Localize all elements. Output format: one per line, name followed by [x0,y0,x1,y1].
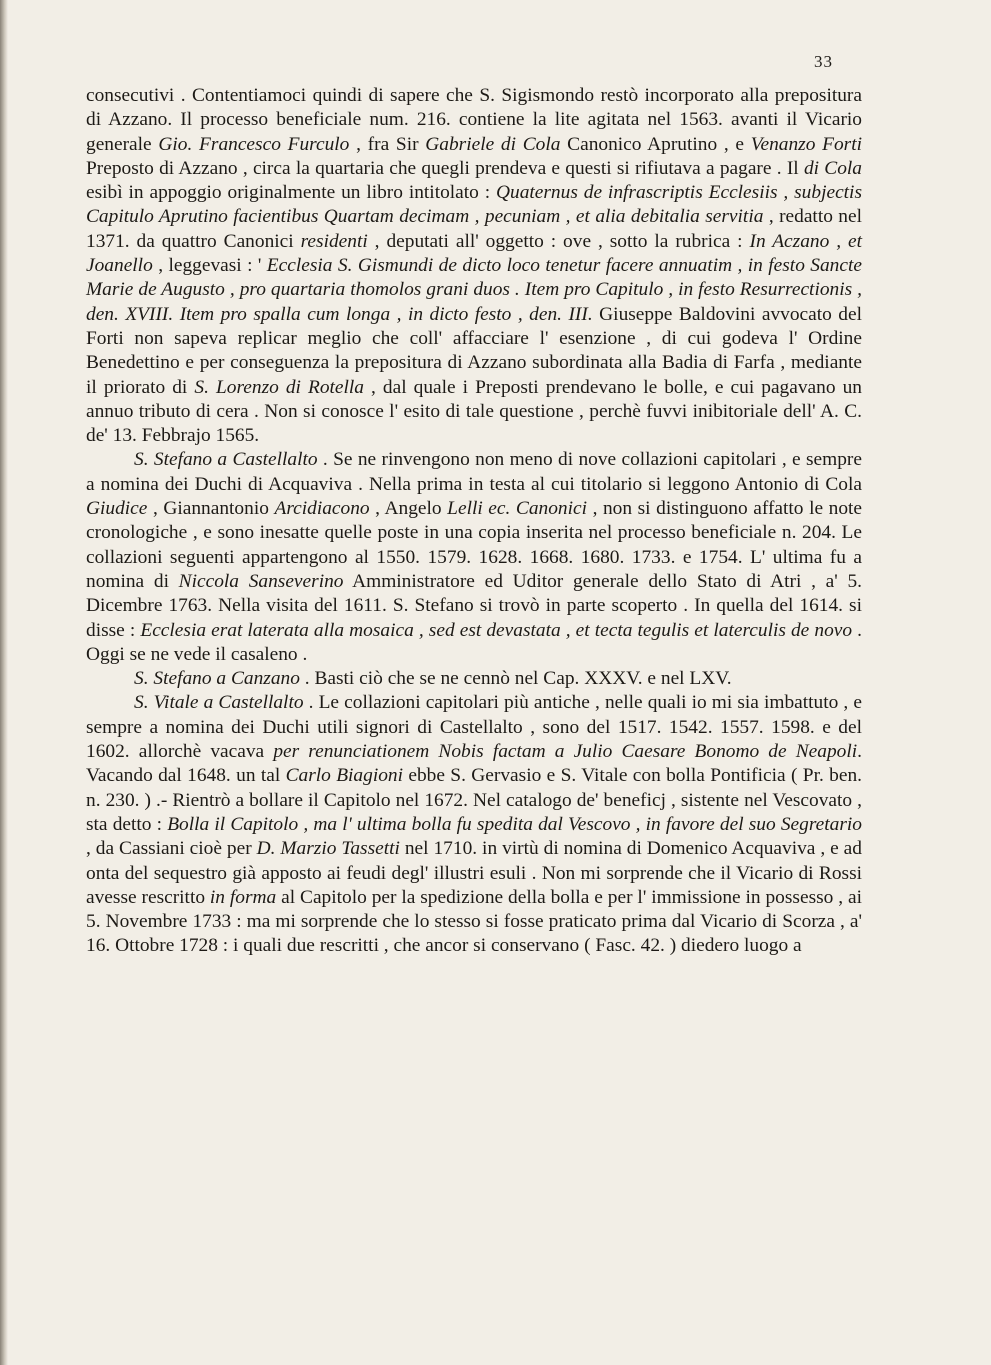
text-run: Giuseppe Baldovini avvocato del Forti non sapeva replicar meglio che coll' affacciare l' esenzione , di cui godeva l' Ordine Benedettino e per conseguenza la prepositura di Azzano subordinata alla Badia di Farfa , mediante il priorato di [86,303,862,398]
italic-run: D. Marzio Tassetti [256,838,400,860]
italic-run: Ecclesia S. Gismundi de dicto loco tenetur facere annuatim , in festo Sancte Marie de Augusto , pro quartaria thomolos grani duos . Item pro Capitulo , in festo Resurrectionis , den. XVIII. Item pro spalla cum longa , in dicto festo , den. III. [86,255,862,325]
italic-run: Venanzo Forti [750,133,862,155]
paragraph [86,84,862,448]
italic-run: di Cola [803,157,862,179]
page-spine-shadow [0,0,8,1365]
text-run: . Basti ciò che se ne cennò nel Cap. XXXV. e nel LXV. [299,668,732,690]
italic-run: residenti [300,230,368,252]
italic-run: Gabriele di Cola [425,133,561,155]
text-run: . Le collazioni capitolari più antiche , nelle quali io mi sia imbattuto , e sempre a nomina dei Duchi utili signori di Castellalto , sono del 1517. 1542. 1557. 1598. e del 1602. allorchè vacava [86,692,862,763]
italic-run: Arcidiacono [274,498,370,520]
text-run: consecutivi . Contentiamoci quindi di sapere che S. Sigismondo restò incorporato alla prepositura di Azzano. Il processo beneficiale num. 216. contiene la lite agitata nel 1563. avanti il Vicario generale [86,85,862,155]
text-run: Amministratore ed Uditor generale dello Stato di Atri , a' 5. Dicembre 1763. Nella visita del 1611. S. Stefano si trovò in parte scoperto . In quella del 1614. si disse : [86,570,862,641]
text-run: nel 1710. in virtù di nomina di Domenico Acquaviva , e ad onta del sequestro già apposto ai feudi degl' illustri esuli . Non mi sorprende che il Vicario di Rossi avesse rescritto [86,838,862,908]
text-run: . Se ne rinvengono non meno di nove collazioni capitolari , e sempre a nomina dei Duchi di Acquaviva . Nella prima in testa al cui titolario si leggono Antonio di Cola [86,449,862,495]
text-run: , redatto nel 1371. da quattro Canonici [86,206,862,252]
italic-run: per renunciationem Nobis factam a Julio Caesare Bonomo de Neapoli [273,741,858,763]
text-run: . Oggi se ne vede il casaleno . [86,619,862,665]
text-run: . Vacando dal 1648. un tal [86,741,862,787]
italic-run: S. Stefano a Canzano [134,668,300,690]
italic-run: Giudice [86,498,148,520]
text-run: al Capitolo per la spedizione della bolla e per l' immissione in possesso , ai 5. Novembre 1733 : ma mi sorprende che lo stesso si fosse praticato prima dal Vicario di Scorza , a' 16. Ottobre 1728 : i quali due rescritti , che ancor si conservano ( Fasc. 42. ) diedero luogo a [86,886,862,957]
italic-run: Quaternus de infrascriptis Ecclesiis , subjectis Capitulo Aprutino facientibus Quartam decimam , pecuniam , et alia debitalia servitia [86,182,862,228]
text-run: Canonico Aprutino , e [560,133,751,155]
italic-run: S. Lorenzo di Rotella [194,376,364,398]
italic-run: Bolla il Capitolo , ma l' ultima bolla fu spedita dal Vescovo , in favore del suo Segretario [167,813,862,835]
italic-run: Ecclesia erat laterata alla mosaica , sed est devastata , et tecta tegulis et laterculis de novo [140,619,853,641]
italic-run: Gio. Francesco Furculo [158,133,350,155]
text-run: , dal quale i Preposti prendevano le bolle, e cui pagavano un annuo tributo di cera . Non si conosce l' esito di tale questione , perchè fuvvi inibitoriale dell' A. C. de' 13. Febbrajo 1565. [86,376,862,447]
italic-run: S. Vitale a Castellalto [134,692,304,714]
italic-run: in forma [209,886,277,908]
paragraph [86,691,862,958]
italic-run: Niccola Sanseverino [178,570,344,592]
text-run: , fra Sir [349,133,426,155]
text-run: , Giannantonio [147,498,275,520]
italic-run: Lelli ec. Canonici [447,498,588,520]
text-run: , da Cassiani cioè per [86,838,257,860]
page-number: 33 [814,52,833,71]
text-run: esibì in appoggio originalmente un libro intitolato : [86,182,496,204]
text-run: Preposto di Azzano , circa la quartaria che quegli prendeva e questi si rifiutava a pagare . Il [86,157,804,179]
text-run: , Angelo [369,498,448,520]
italic-run: Carlo Biagioni [285,765,403,787]
text-run: , deputati all' oggetto : ove , sotto la rubrica : [367,230,750,252]
paragraph [86,448,862,667]
text-run: ebbe S. Gervasio e S. Vitale con bolla Pontificia ( Pr. ben. n. 230. ) .- Rientrò a bollare il Capitolo nel 1672. Nel catalogo de' beneficj , sistente nel Vescovato , sta detto : [86,765,862,835]
text-run: , non si distinguono affatto le note cronologiche , e sono inesatte quelle poste in una copia inserita nel processo beneficiale n. 204. Le collazioni seguenti appartengono al 1550. 1579. 1628. 1668. 1680. 1733. e 1754. L' ultima fu a nomina di [86,498,863,592]
paragraph [86,667,862,691]
text-run: , leggevasi : ' [152,255,267,277]
italic-run: S. Stefano a Castellalto [134,449,318,471]
italic-run: In Aczano , et Joanello [86,230,863,277]
body-text [86,84,862,959]
